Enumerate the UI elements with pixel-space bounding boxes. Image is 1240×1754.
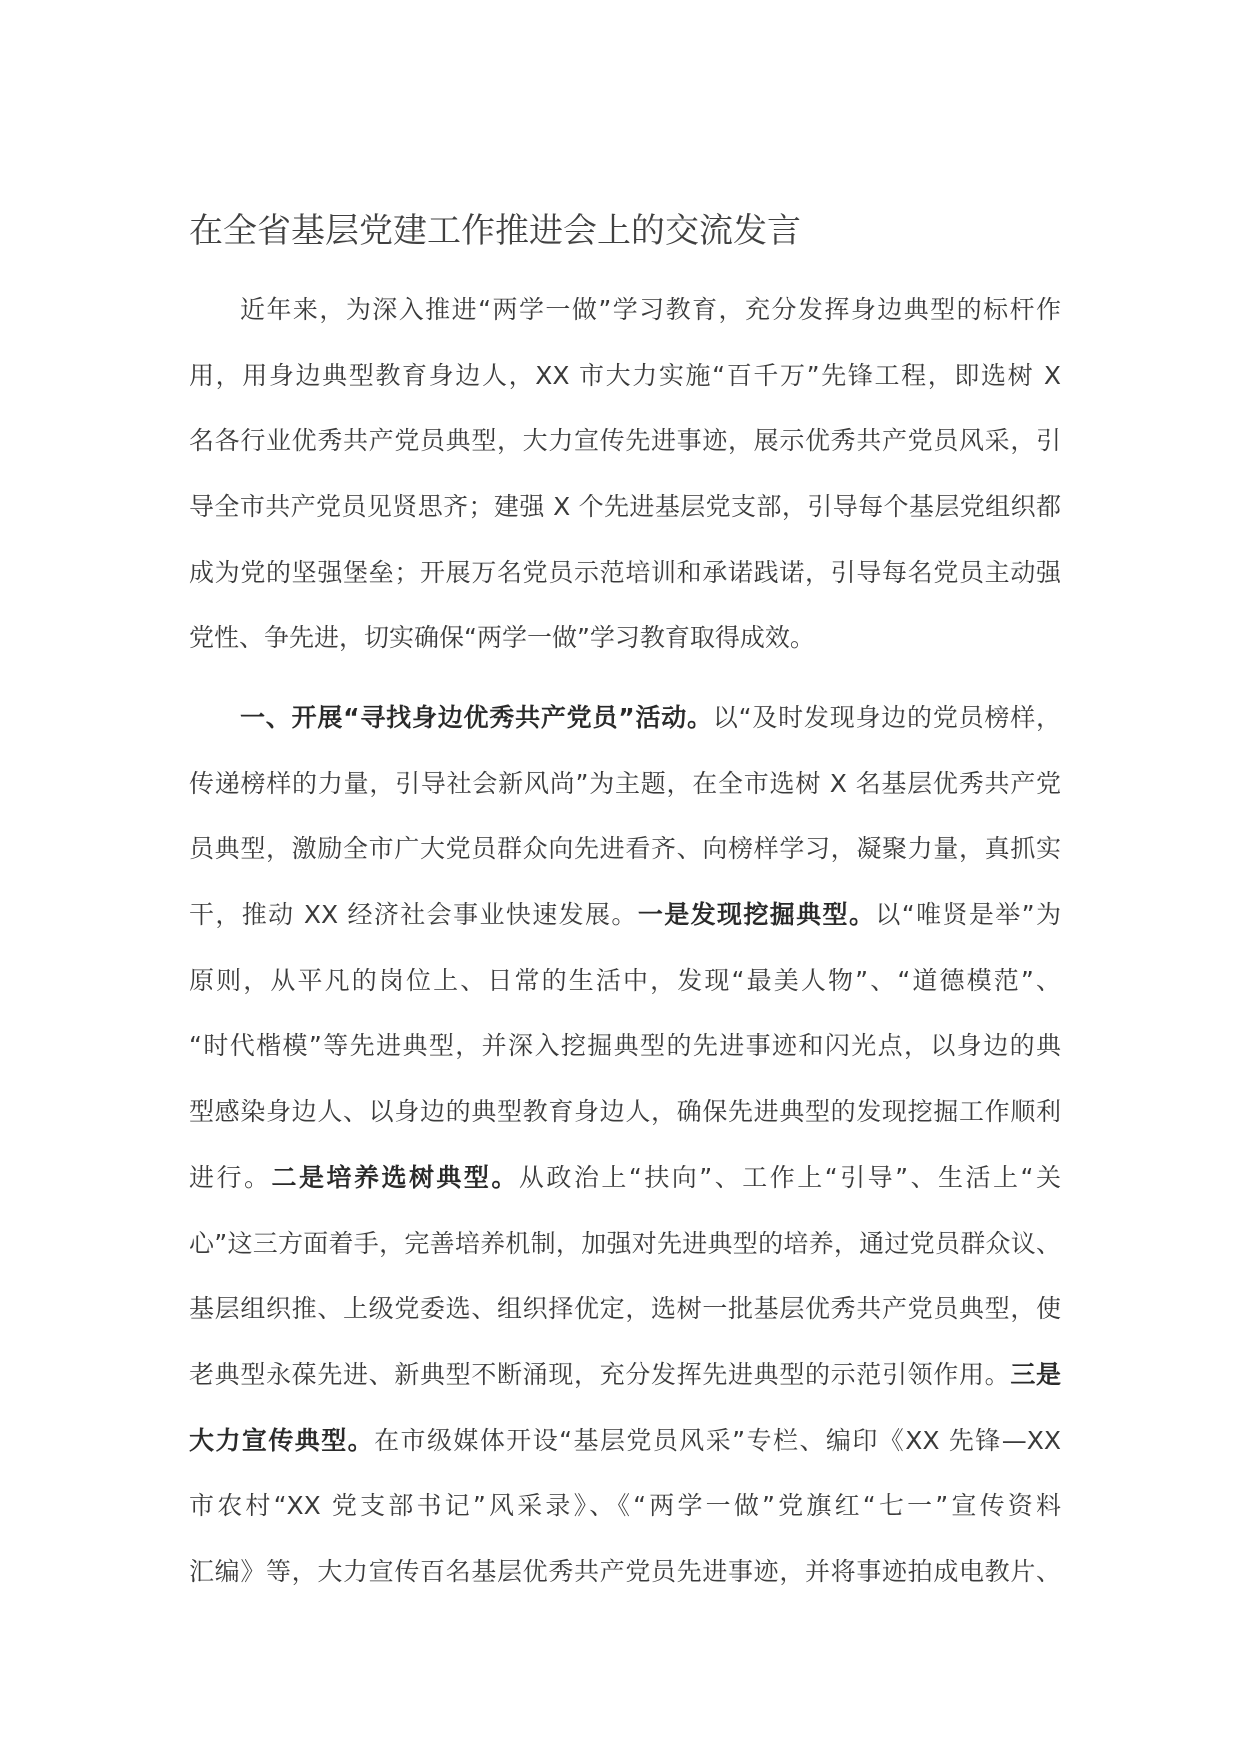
body-text: 从政治上“扶向”、工作上“引导”、生活上“关: [518, 1162, 1061, 1192]
body-text: 以“及时发现身边的党员榜样，: [712, 703, 1061, 732]
body-text: 在市级媒体开设“基层党员风采”专栏、编印《XX 先锋—XX: [374, 1425, 1061, 1455]
text-line: [189, 605, 1061, 671]
body-text: 传递榜样的力量，引导社会新风尚”为主题，在全市选树 X 名基层优秀共产党: [189, 768, 1061, 798]
paragraph-intro: [189, 277, 1061, 671]
bold-heading-text: 一是发现挖掘典型。: [637, 900, 876, 930]
text-line: [189, 1342, 1061, 1408]
text-line: [189, 948, 1061, 1014]
text-line: [189, 343, 1061, 409]
text-line: [189, 1539, 1061, 1605]
body-text: 型感染身边人、以身边的典型教育身边人，确保先进典型的发现挖掘工作顺利: [189, 1097, 1061, 1127]
body-text: 成为党的坚强堡垒；开展万名党员示范培训和承诺践诺，引导每名党员主动强: [189, 557, 1061, 587]
text-line: [189, 277, 1061, 343]
document-title: 在全省基层党建工作推进会上的交流发言: [189, 211, 801, 251]
body-text: 心”这三方面着手，完善培养机制，加强对先进典型的培养，通过党员群众议、: [189, 1228, 1061, 1258]
text-line: [189, 751, 1061, 817]
body-text: 干，推动 XX 经济社会事业快速发展。: [189, 900, 638, 930]
text-line: [189, 1079, 1061, 1145]
body-text: 老典型永葆先进、新典型不断涌现，充分发挥先进典型的示范引领作用。: [189, 1359, 1011, 1389]
text-line: [189, 1211, 1061, 1277]
body-text: 汇编》等，大力宣传百名基层优秀共产党员先进事迹，并将事迹拍成电教片、: [189, 1556, 1061, 1586]
bold-heading-text: 大力宣传典型。: [189, 1425, 375, 1455]
body-text: 导全市共产党员见贤思齐；建强 X 个先进基层党支部，引导每个基层党组织都: [189, 492, 1061, 522]
text-line: [189, 540, 1061, 606]
text-line: [189, 816, 1061, 882]
text-line: [189, 1276, 1061, 1342]
text-line: [189, 474, 1061, 540]
body-text: 以“唯贤是举”为: [875, 900, 1061, 930]
body-text: 名各行业优秀共产党员典型，大力宣传先进事迹，展示优秀共产党员风采，引: [189, 426, 1061, 456]
body-text: “时代楷模”等先进典型，并深入挖掘典型的先进事迹和闪光点，以身边的典: [189, 1031, 1061, 1061]
body-text: 原则，从平凡的岗位上、日常的生活中，发现“最美人物”、“道德模范”、: [189, 965, 1061, 995]
text-line: [189, 685, 1061, 751]
body-text: 近年来，为深入推进“两学一做”学习教育，充分发挥身边典型的标杆作: [240, 295, 1061, 324]
text-line: [189, 1473, 1061, 1539]
body-text: 用，用身边典型教育身边人，XX 市大力实施“百千万”先锋工程，即选树 X: [189, 360, 1061, 390]
text-line: [189, 408, 1061, 474]
body-text: 党性、争先进，切实确保“两学一做”学习教育取得成效。: [189, 623, 815, 653]
bold-heading-text: 二是培养选树典型。: [271, 1162, 519, 1192]
text-line: [189, 1408, 1061, 1474]
paragraph-section-one: [189, 685, 1061, 1605]
body-text: 进行。: [189, 1162, 272, 1192]
body-text: 市农村“XX 党支部书记”风采录》、《“两学一做”党旗红“七一”宣传资料: [189, 1491, 1061, 1521]
bold-heading-text: 三是: [1010, 1359, 1061, 1389]
body-text: 员典型，激励全市广大党员群众向先进看齐、向榜样学习，凝聚力量，真抓实: [189, 834, 1061, 864]
bold-heading-text: 一、开展“寻找身边优秀共产党员”活动。: [240, 703, 713, 732]
body-text: 基层组织推、上级党委选、组织择优定，选树一批基层优秀共产党员典型，使: [189, 1294, 1061, 1324]
text-line: [189, 882, 1061, 948]
text-line: [189, 1145, 1061, 1211]
text-line: [189, 1013, 1061, 1079]
